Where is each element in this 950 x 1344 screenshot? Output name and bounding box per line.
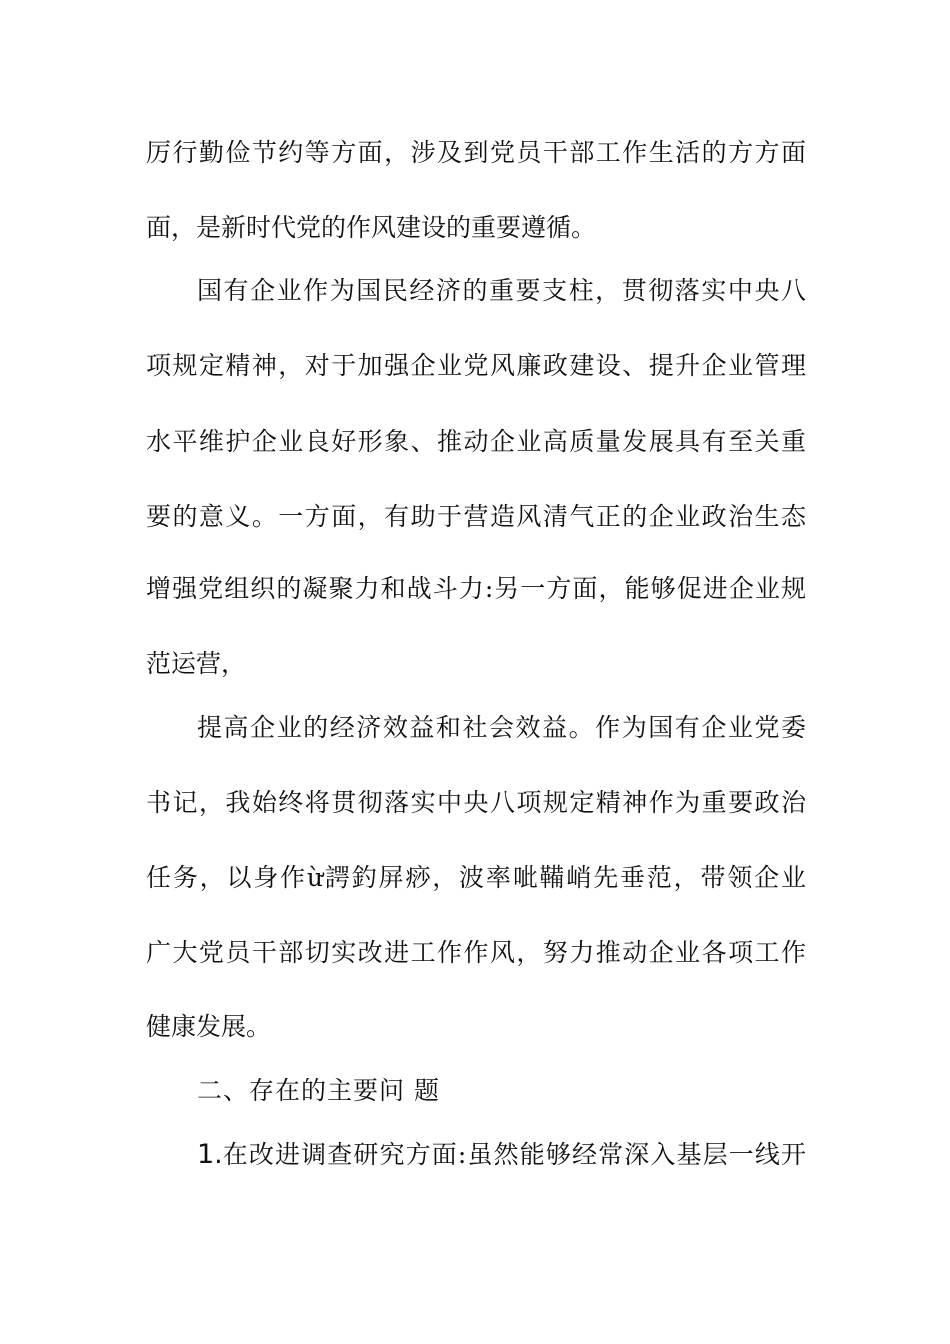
paragraph-line: 厉行勤俭节约等方面，涉及到党员干部工作生活的方方面 bbox=[146, 138, 806, 167]
paragraph-line: 健康发展。 bbox=[146, 1012, 272, 1041]
paragraph-line: 要的意义。一方面，有助于营造风清气正的企业政治生态 bbox=[146, 502, 806, 531]
paragraph-line: 国有企业作为国民经济的重要支柱，贯彻落实中央八 bbox=[197, 276, 806, 305]
paragraph-line: 提高企业的经济效益和社会效益。作为国有企业党委 bbox=[197, 713, 806, 742]
section-heading: 二、存在的主要问 题 bbox=[197, 1076, 440, 1105]
paragraph-line: 面，是新时代党的作风建设的重要遵循。 bbox=[146, 213, 597, 242]
paragraph-line: 范运营， bbox=[146, 649, 247, 678]
list-item-text: 在改进调查研究方面:虽然能够经常深入基层一线开 bbox=[222, 1140, 806, 1169]
paragraph-line: 水平维护企业良好形象、推动企业高质量发展具有至关重 bbox=[146, 427, 806, 456]
list-item-number: 1. bbox=[197, 1139, 223, 1170]
paragraph-line: 广大党员干部切实改进工作作风，努力推动企业各项工作 bbox=[146, 938, 806, 967]
paragraph-line: 增强党组织的凝聚力和战斗力:另一方面，能够促进企业规 bbox=[146, 574, 806, 603]
paragraph-line: 项规定精神，对于加强企业党风廉政建设、提升企业管理 bbox=[146, 351, 806, 380]
paragraph-line: 书记，我始终将贯彻落实中央八项规定精神作为重要政治 bbox=[146, 788, 806, 817]
paragraph-line: 任务，以身作ừ諤釣屏痧，波率呲鞴峭先垂范，带领企业 bbox=[146, 863, 806, 892]
list-item bbox=[197, 1135, 806, 1175]
